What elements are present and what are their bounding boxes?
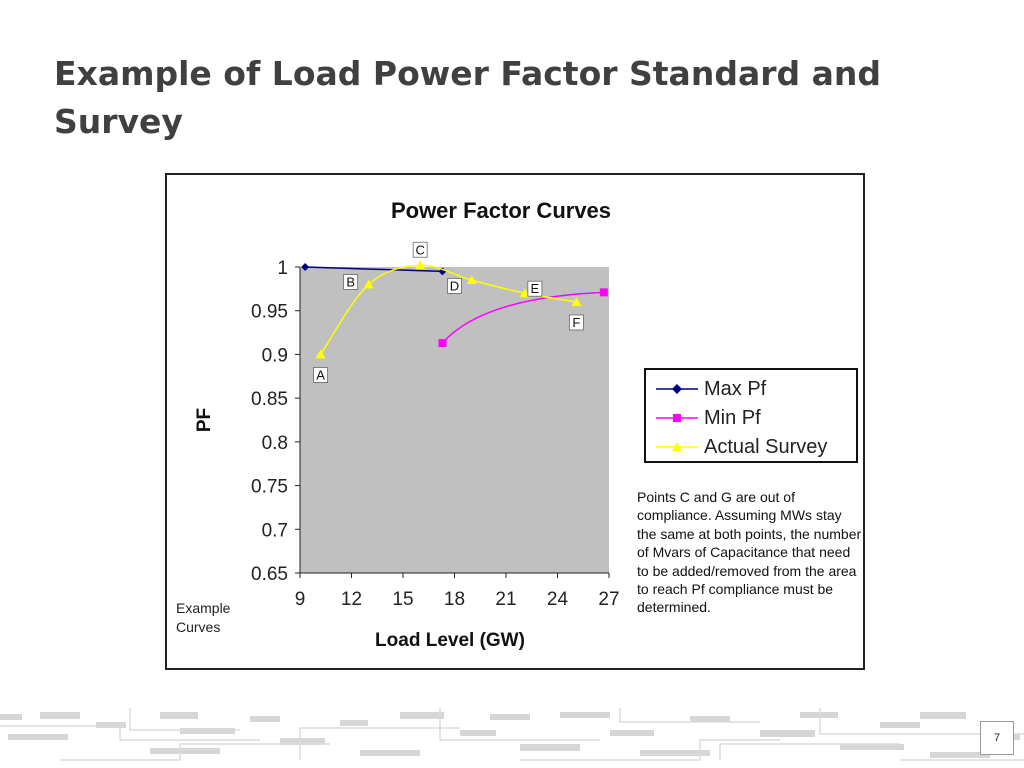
point-label: B xyxy=(346,274,356,290)
x-tick-label: 15 xyxy=(392,589,414,610)
example-curves-caption: Example Curves xyxy=(176,600,231,635)
slide-title: Example of Load Power Factor Standard and Survey xyxy=(54,54,881,141)
triangle-marker-icon xyxy=(654,437,700,457)
compliance-note: Points C and G are out of compliance. Assuming MWs stay the same at both points, the number of Mvars of Capacitance that need to be added/removed from the area to reach Pf compliance must be determined. xyxy=(637,489,862,616)
x-tick-label: 27 xyxy=(598,589,620,610)
x-axis-label: Load Level (GW) xyxy=(375,630,525,651)
y-tick-label: 0.85 xyxy=(251,389,288,411)
page-number: 7 xyxy=(980,721,1014,755)
circuit-pattern-footer xyxy=(0,700,1024,768)
y-tick-label: 1 xyxy=(277,258,288,279)
y-tick-label: 0.95 xyxy=(251,301,288,323)
x-tick-label: 9 xyxy=(294,589,306,610)
chart-title: Power Factor Curves xyxy=(390,198,612,223)
legend-label: Actual Survey xyxy=(704,435,828,458)
point-label: F xyxy=(572,314,581,330)
square-marker-icon xyxy=(654,408,700,428)
x-tick-label: 21 xyxy=(495,589,517,610)
diamond-marker-icon xyxy=(654,379,700,399)
x-tick-label: 12 xyxy=(340,589,363,610)
chart-legend xyxy=(644,368,858,463)
x-tick-label: 18 xyxy=(443,589,466,610)
point-label: E xyxy=(530,281,540,297)
legend-item-max-pf xyxy=(654,376,854,402)
y-tick-label: 0.8 xyxy=(261,432,288,454)
chart-frame xyxy=(165,173,865,670)
legend-item-actual-survey xyxy=(654,434,854,460)
point-label: C xyxy=(415,242,425,258)
point-label: D xyxy=(449,278,460,294)
y-tick-label: 0.75 xyxy=(251,476,288,498)
x-tick-label: 24 xyxy=(546,589,569,610)
point-label: A xyxy=(316,367,325,383)
y-tick-label: 0.7 xyxy=(261,520,288,542)
legend-item-min-pf xyxy=(654,405,854,431)
y-tick-label: 0.65 xyxy=(251,564,288,585)
y-axis-label: PF xyxy=(194,407,215,433)
y-tick-label: 0.9 xyxy=(261,345,288,367)
legend-label: Min Pf xyxy=(704,406,761,429)
data-point-min-pf xyxy=(600,288,608,296)
data-point-min-pf xyxy=(438,339,446,347)
legend-label: Max Pf xyxy=(704,377,767,400)
